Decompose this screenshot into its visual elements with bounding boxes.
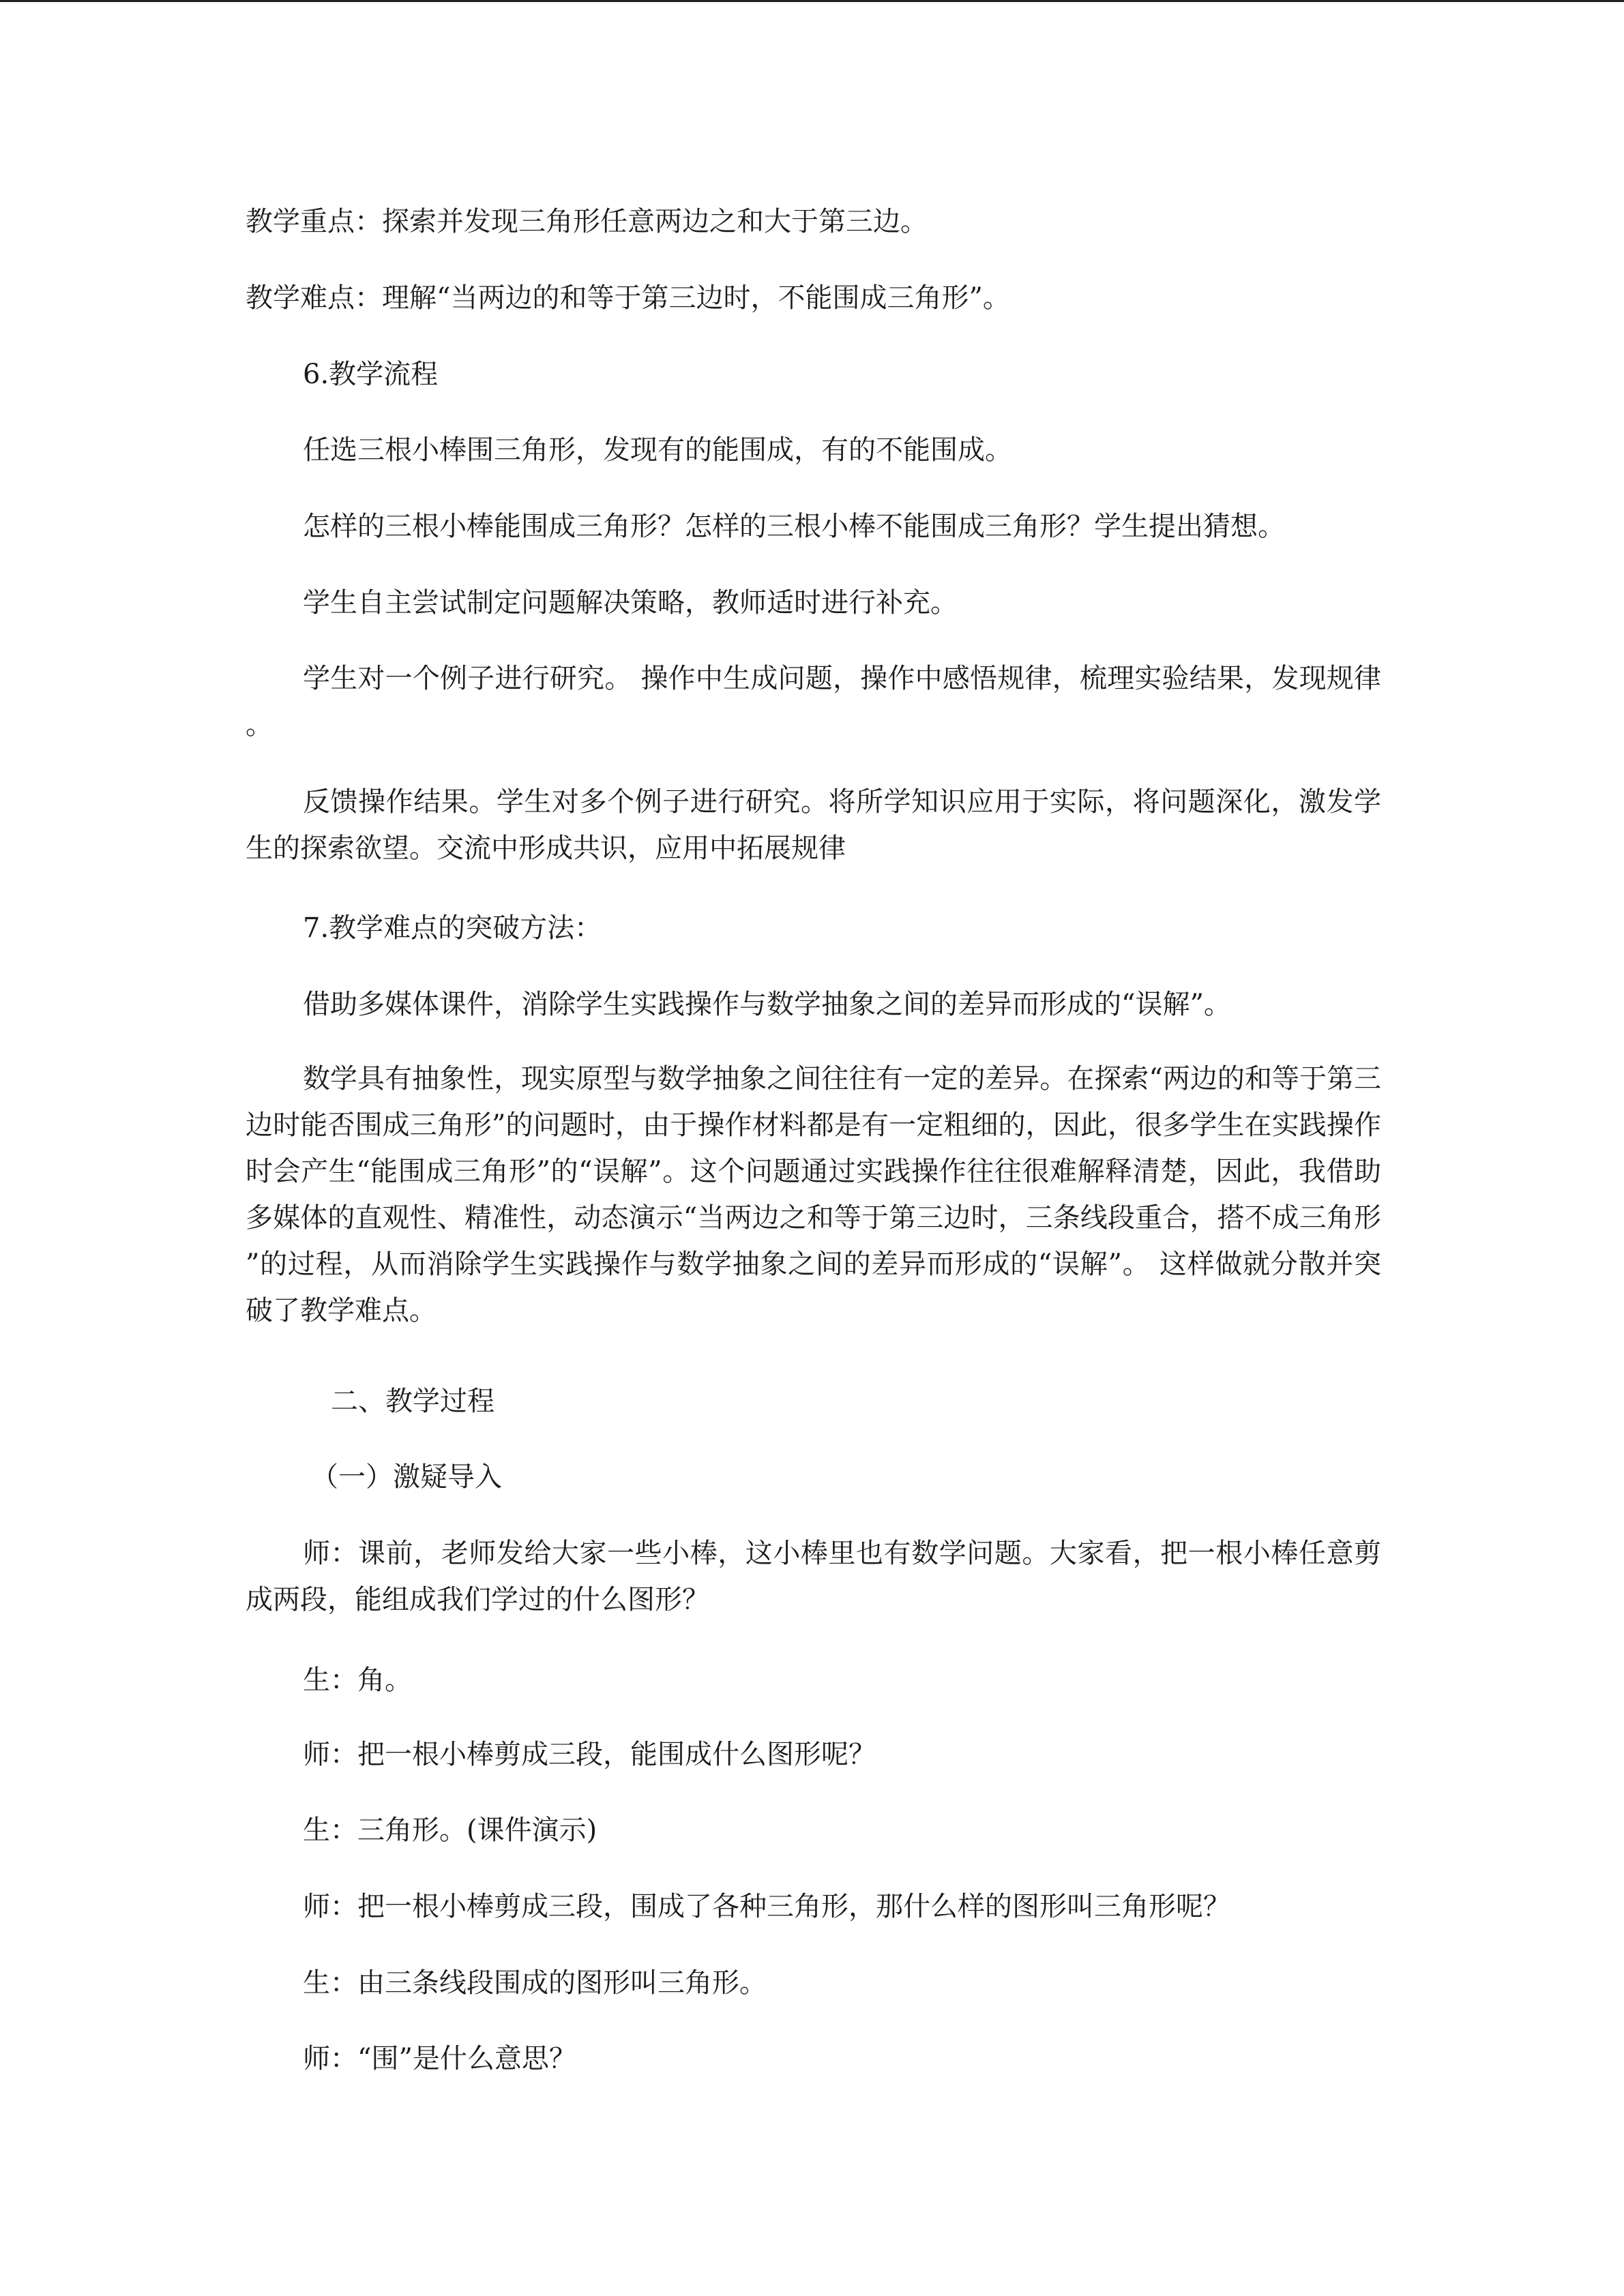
- dialogue-line-2: 生：角。: [303, 1665, 412, 1696]
- dialogue-line-1: 师：课前，老师发给大家一些小棒，这小棒里也有数学问题。大家看，把一根小棒任意剪成两段，能组成我们学过的什么图形？: [246, 1538, 1381, 1615]
- dialogue-line-4: 生：三角形。(课件演示): [303, 1815, 597, 1846]
- dialogue-line-5: 师：把一根小棒剪成三段，围成了各种三角形，那什么样的图形叫三角形呢？: [303, 1891, 1230, 1922]
- dialogue-line-6: 生：由三条线段围成的图形叫三角形。: [303, 1967, 767, 1999]
- teaching-key-point: 教学重点：探索并发现三角形任意两边之和大于第三边。: [246, 206, 928, 237]
- part-2-heading: 二、教学过程: [331, 1386, 494, 1417]
- subsection-1-heading: （一）激疑导入: [311, 1461, 502, 1493]
- flow-step-2: 怎样的三根小棒能围成三角形？怎样的三根小棒不能围成三角形？学生提出猜想。: [303, 511, 1285, 542]
- method-body: 数学具有抽象性，现实原型与数学抽象之间往往有一定的差异。在探索“两边的和等于第三边时能否围成三角形”的问题时，由于操作材料都是有一定粗细的，因此，很多学生在实践操作时会产生“能围成三角形”的“误解”。这个问题通过实践操作往往很难解释清楚，因此，我借助多媒体的直观性、精准性，动态演示“当两边之和等于第三边时，三条线段重合，搭不成三角形”的过程，从而消除学生实践操作与数学抽象之间的差异而形成的“误解”。 这样做就分散并突破了教学难点。: [246, 1063, 1381, 1326]
- dialogue-line-7: 师：“围”是什么意思？: [303, 2043, 576, 2074]
- section-7-heading: 7.教学难点的突破方法：: [303, 912, 602, 944]
- flow-step-4: 学生对一个例子进行研究。 操作中生成问题，操作中感悟规律，梳理实验结果，发现规律。: [246, 663, 1381, 741]
- method-intro: 借助多媒体课件，消除学生实践操作与数学抽象之间的差异而形成的“误解”。: [303, 989, 1231, 1020]
- flow-step-5: 反馈操作结果。学生对多个例子进行研究。将所学知识应用于实际，将问题深化，激发学生的探索欲望。交流中形成共识，应用中拓展规律: [246, 786, 1381, 864]
- teaching-difficulty: 教学难点：理解“当两边的和等于第三边时，不能围成三角形”。: [246, 282, 1010, 314]
- flow-step-1: 任选三根小棒围三角形，发现有的能围成，有的不能围成。: [303, 434, 1012, 466]
- section-6-heading: 6.教学流程: [303, 359, 439, 390]
- dialogue-line-3: 师：把一根小棒剪成三段，能围成什么图形呢？: [303, 1739, 876, 1770]
- flow-step-3: 学生自主尝试制定问题解决策略，教师适时进行补充。: [303, 587, 958, 618]
